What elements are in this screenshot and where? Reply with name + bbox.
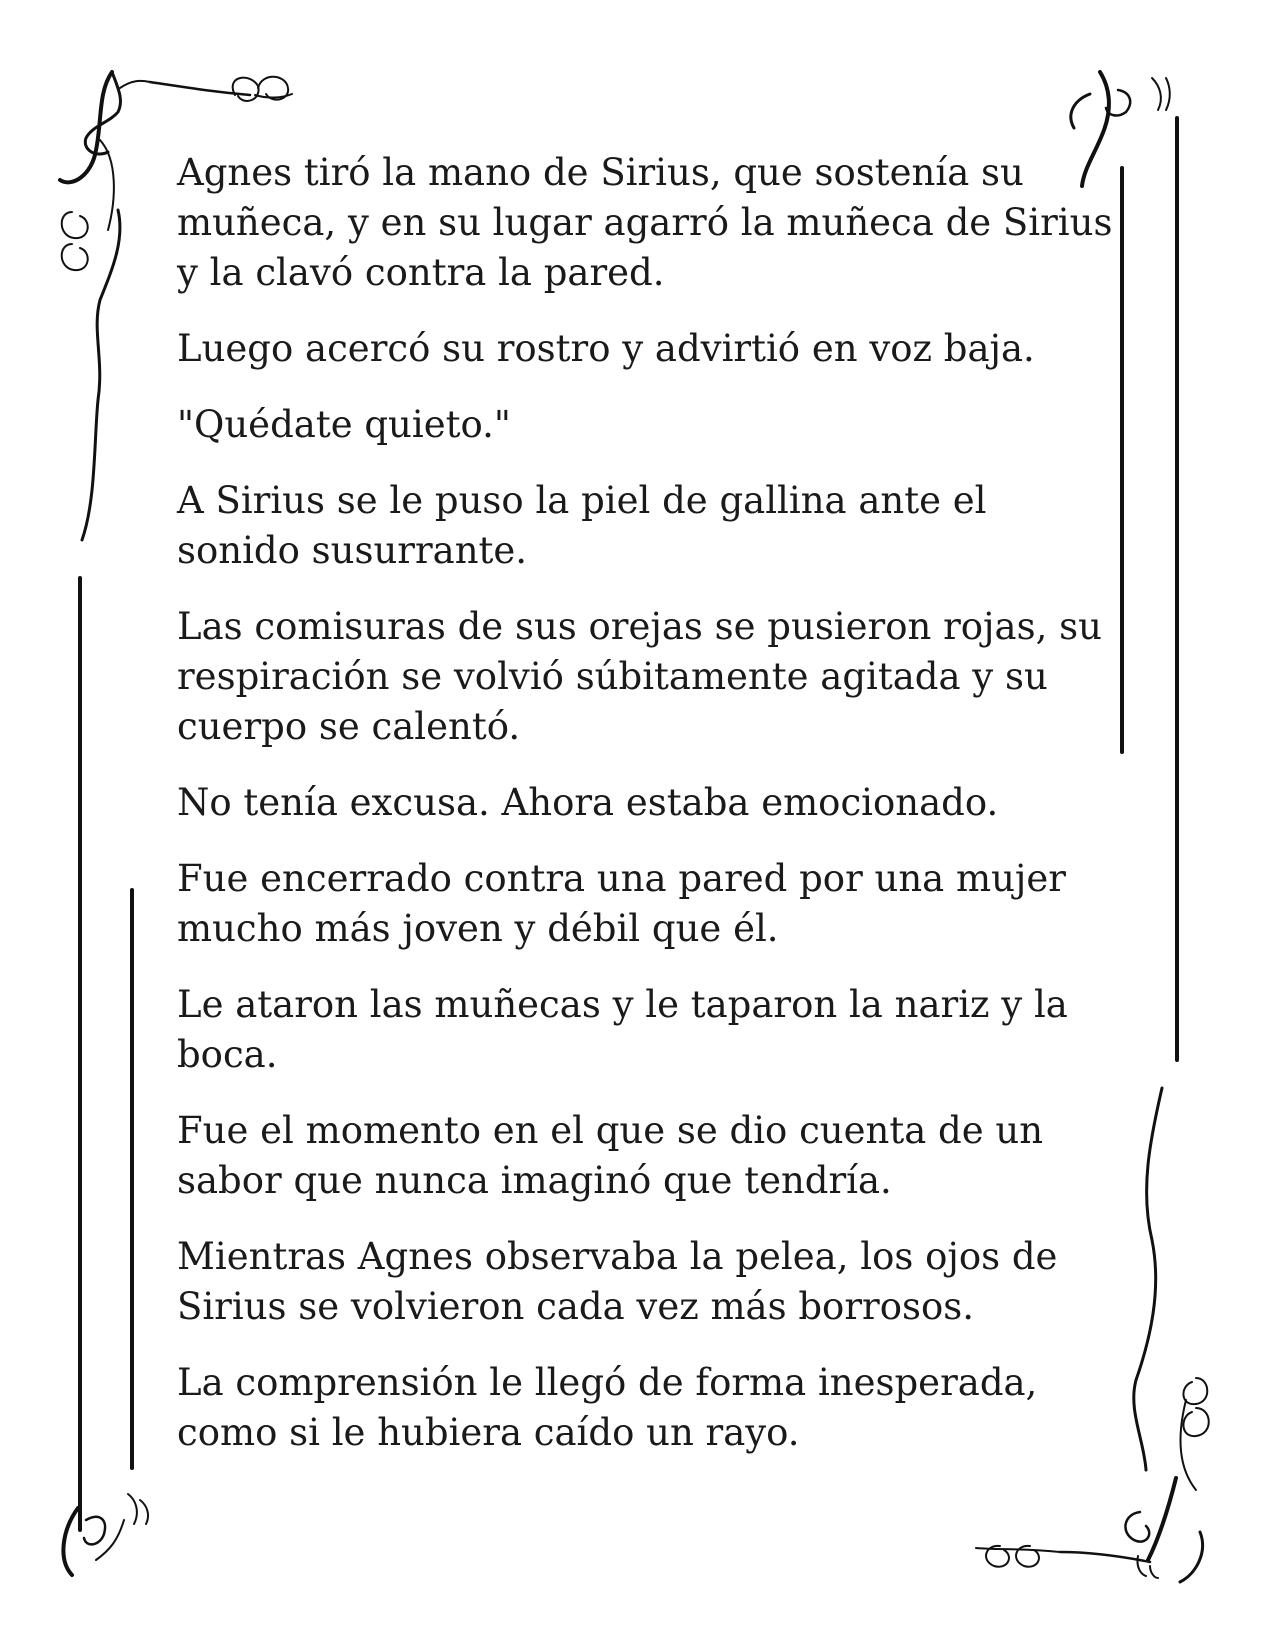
paragraph-2: Luego acercó su rostro y advirtió en voz baja. bbox=[177, 327, 1035, 370]
paragraph-6: No tenía excusa. Ahora estaba emocionado. bbox=[177, 781, 999, 824]
paragraph-10: Mientras Agnes observaba la pelea, los ojos de Sirius se volvieron cada vez más borrosos. bbox=[177, 1235, 1058, 1328]
paragraph-7: Fue encerrado contra una pared por una mujer mucho más joven y débil que él. bbox=[177, 857, 1066, 950]
page-text-body bbox=[177, 148, 1117, 1484]
paragraph-3: "Quédate quieto." bbox=[177, 403, 511, 446]
paragraph-1: Agnes tiró la mano de Sirius, que sostenía su muñeca, y en su lugar agarró la muñeca de Sirius y la clavó contra la pared. bbox=[177, 151, 1113, 294]
paragraph-4: A Sirius se le puso la piel de gallina ante el sonido susurrante. bbox=[177, 479, 987, 572]
paragraph-11: La comprensión le llegó de forma inesperada, como si le hubiera caído un rayo. bbox=[177, 1361, 1038, 1454]
paragraph-9: Fue el momento en el que se dio cuenta de un sabor que nunca imaginó que tendría. bbox=[177, 1109, 1044, 1202]
paragraph-8: Le ataron las muñecas y le taparon la nariz y la boca. bbox=[177, 983, 1068, 1076]
paragraph-5: Las comisuras de sus orejas se pusieron rojas, su respiración se volvió súbitamente agitada y su cuerpo se calentó. bbox=[177, 605, 1102, 748]
bottom-left-flourish bbox=[63, 1494, 148, 1575]
